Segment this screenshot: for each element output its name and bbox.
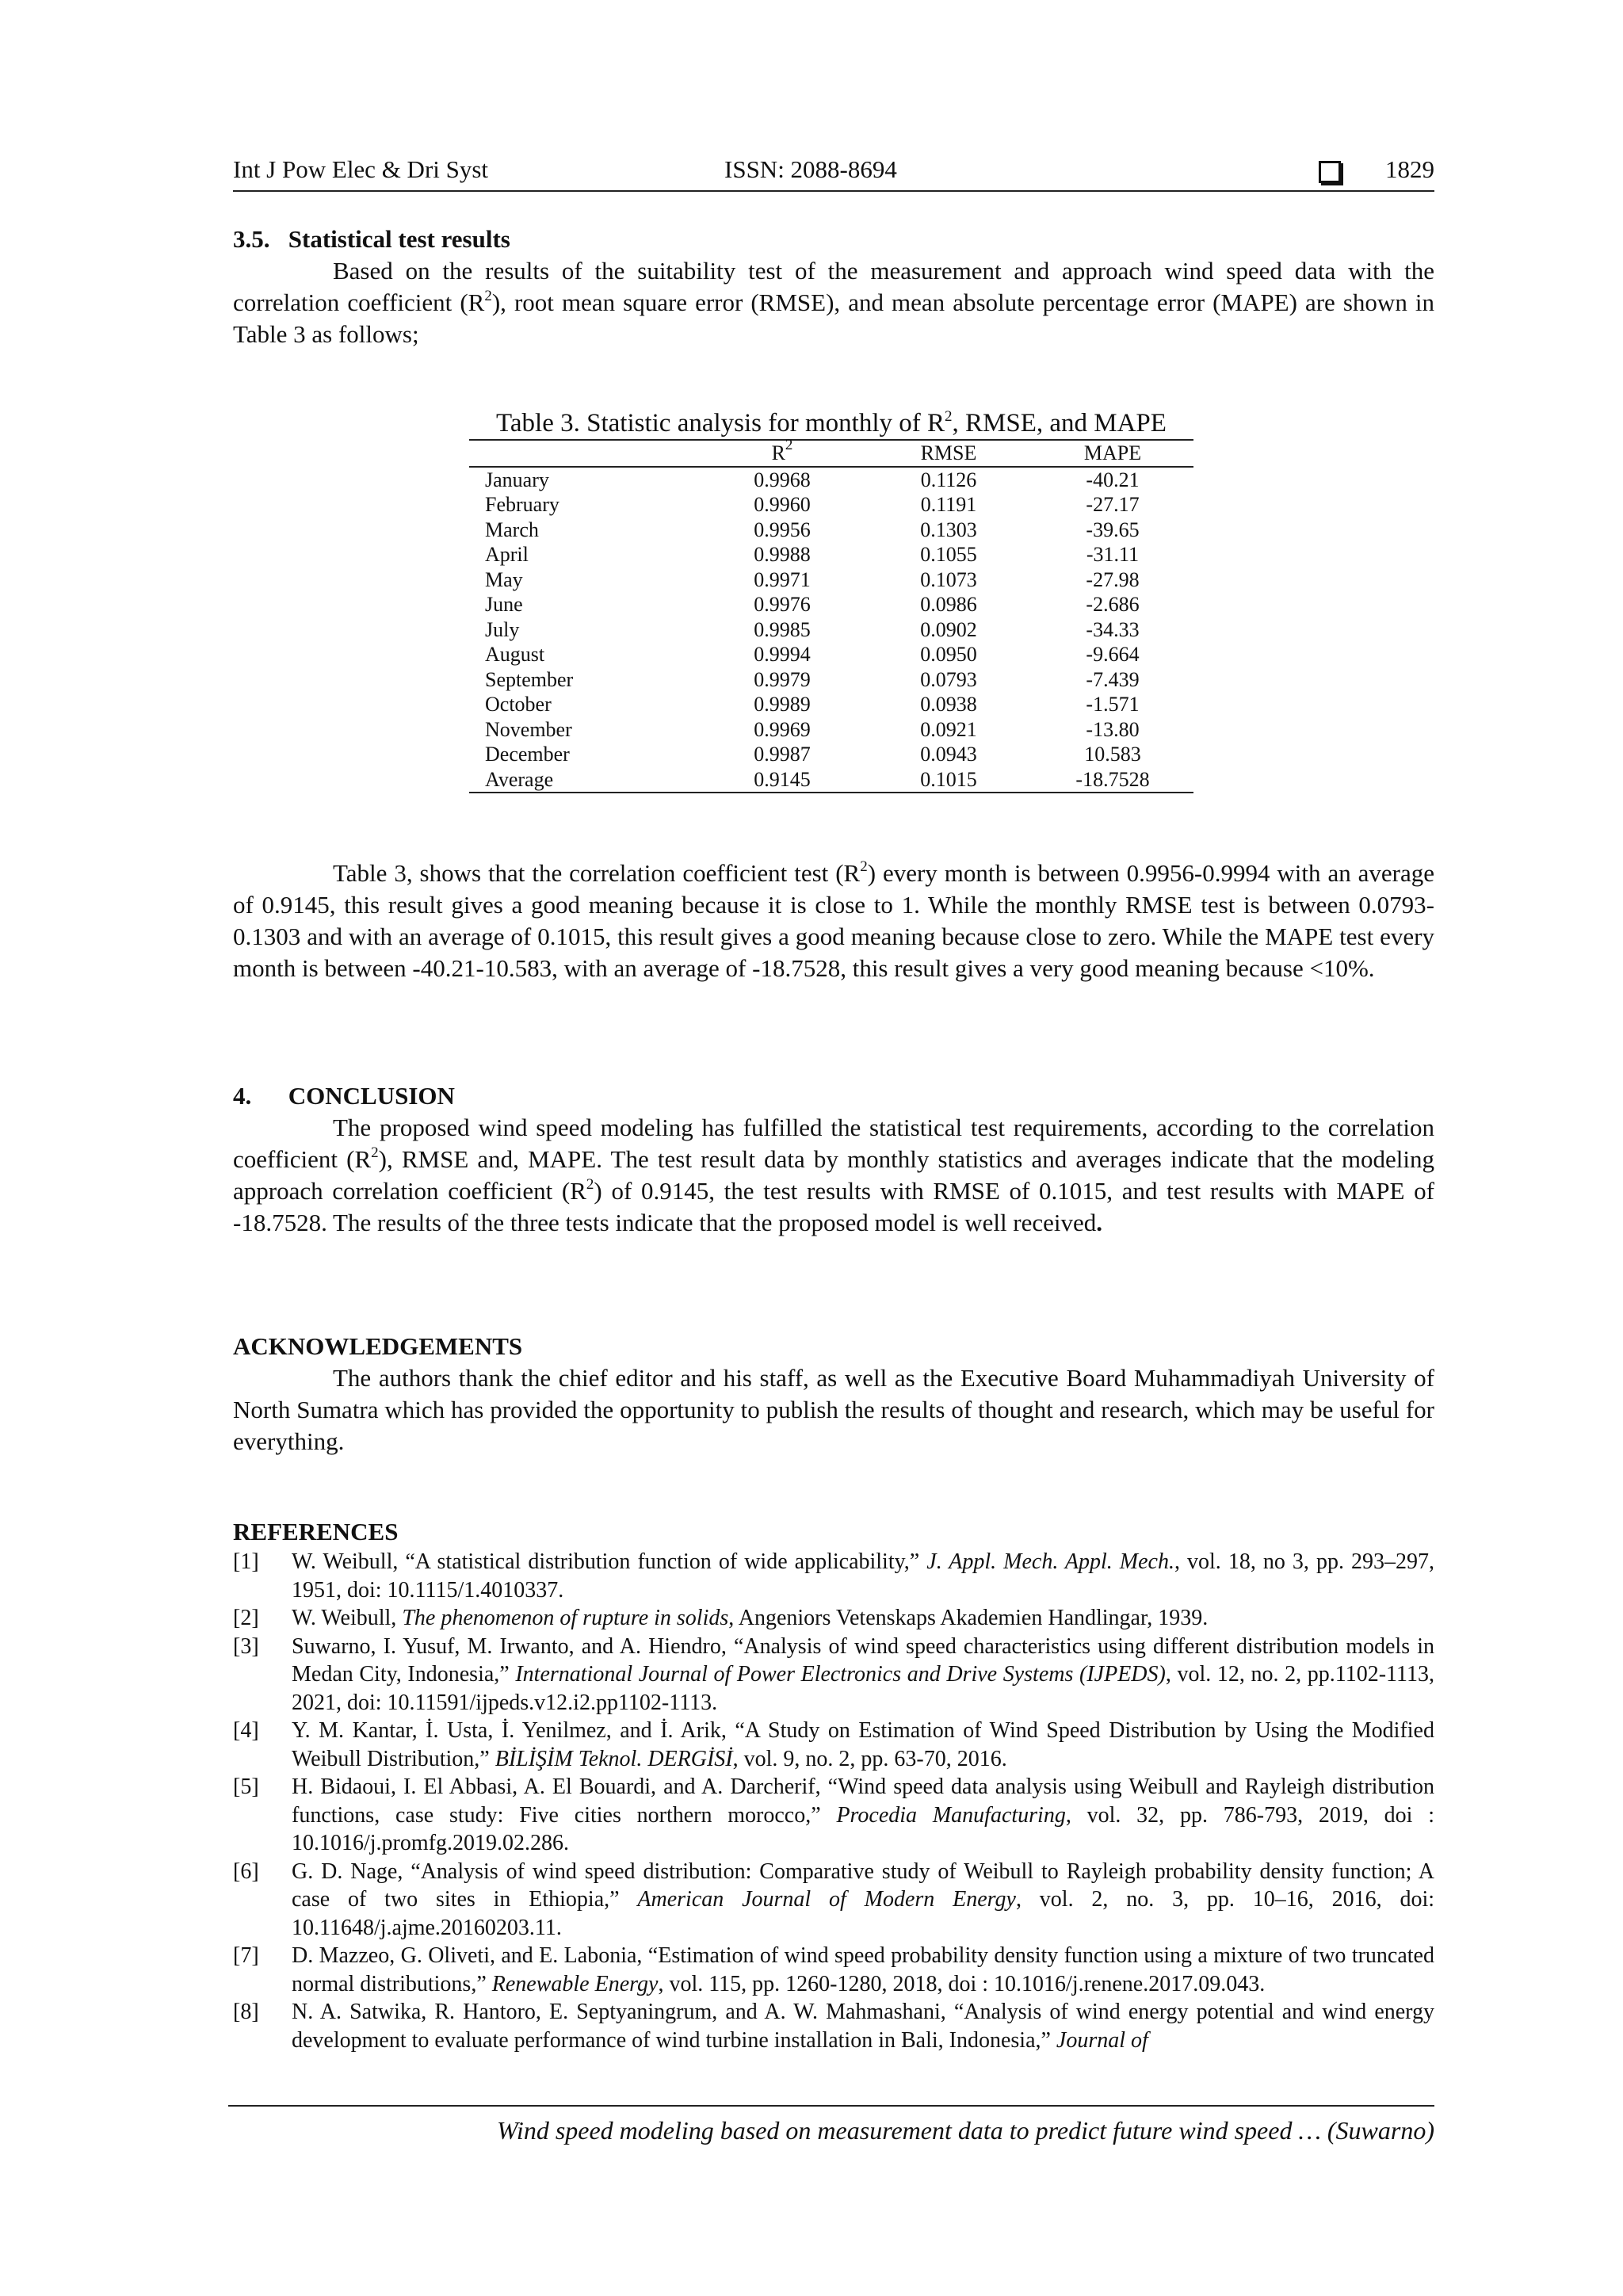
header-r2: [699, 437, 865, 467]
header-month: [469, 440, 699, 467]
text-run: , RMSE, and MAPE: [952, 409, 1167, 437]
cell-rmse: 0.1073: [920, 567, 977, 591]
reference-item: [233, 1998, 1434, 2054]
reference-text: [292, 1548, 1434, 1604]
text-run-italic: J. Appl. Mech. Appl. Mech.: [926, 1549, 1174, 1574]
table-3: [469, 407, 1193, 793]
cell-r2: 0.9960: [754, 493, 811, 516]
reference-number: [7]: [233, 1943, 259, 1968]
table-row: [469, 717, 1193, 743]
cell-month: August: [485, 643, 545, 666]
cell-rmse: 0.1015: [865, 767, 1032, 793]
cell-mape: -27.17: [1086, 493, 1140, 516]
running-header: [233, 155, 1434, 192]
text-run: W. Weibull, “A statistical distribution function of wide applicability,”: [292, 1549, 927, 1574]
table-body: [469, 467, 1193, 793]
reference-item: [233, 1717, 1434, 1773]
table-discussion: [233, 858, 1434, 984]
cell-rmse: 0.0943: [920, 743, 977, 766]
cell-month: November: [485, 717, 572, 741]
section-heading: 4. CONCLUSION: [233, 1082, 455, 1110]
section-heading: ACKNOWLEDGEMENTS: [233, 1332, 523, 1360]
text-run: H. Bidaoui, I. El Abbasi, A. El Bouardi, and A. Darcherif, “Wind speed data analysis using Weibull and Rayleigh distribution functions, case study: Five cities northern morocco,”: [292, 1775, 1434, 1828]
superscript: 2: [945, 408, 953, 425]
cell-month: May: [485, 567, 523, 591]
table-row: [469, 492, 1193, 518]
reference-number: [2]: [233, 1606, 259, 1630]
reference-text: [292, 1604, 1434, 1633]
cell-month: February: [485, 493, 559, 516]
text-run: W. Weibull,: [292, 1606, 403, 1630]
reference-list: [233, 1548, 1434, 2054]
cell-r2: 0.9969: [754, 717, 811, 741]
cell-mape: -9.664: [1086, 643, 1140, 666]
cell-month: April: [485, 543, 529, 566]
cell-rmse: 0.0793: [920, 667, 977, 691]
cell-month: June: [485, 593, 523, 616]
text-run: , vol. 12, no. 2, pp.1102-1113, 2021, doi: 10.11591/ijpeds.v12.i2.pp1102-1113.: [292, 1662, 1434, 1715]
text-run-italic: BİLİŞİM Teknol. DERGİSİ: [495, 1746, 733, 1771]
cell-r2: 0.9985: [754, 617, 811, 641]
cell-mape: -1.571: [1086, 693, 1140, 716]
superscript: 2: [586, 1176, 594, 1193]
table-caption: [469, 407, 1193, 439]
cell-r2: 0.9987: [754, 743, 811, 766]
reference-item: [233, 1633, 1434, 1717]
reference-item: [233, 1942, 1434, 1998]
page-number: 1829: [1385, 155, 1434, 183]
superscript: 2: [484, 288, 492, 304]
section-heading: REFERENCES: [233, 1518, 399, 1545]
text-run: D. Mazzeo, G. Oliveti, and E. Labonia, “Estimation of wind speed probability density function using a mixture of two truncated normal distributions,”: [292, 1943, 1434, 1996]
reference-text: [292, 1773, 1434, 1858]
table-row: [469, 567, 1193, 593]
reference-number: [5]: [233, 1775, 259, 1799]
reference-text: [292, 1998, 1434, 2054]
text-run-italic: Procedia Manufacturing: [836, 1802, 1066, 1828]
reference-item: [233, 1858, 1434, 1943]
reference-text: [292, 1633, 1434, 1717]
cell-r2: 0.9994: [754, 643, 811, 666]
cell-mape: -2.686: [1086, 593, 1140, 616]
cell-month: January: [485, 468, 549, 491]
cell-rmse: 0.1055: [920, 543, 977, 566]
reference-item: [233, 1604, 1434, 1633]
text-run: N. A. Satwika, R. Hantoro, E. Septyaningrum, and A. W. Mahmashani, “Analysis of wind energy potential and wind energy development to evaluate performance of wind turbine installation in Bali, Indonesia,”: [292, 2000, 1434, 2053]
cell-rmse: 0.0938: [920, 693, 977, 716]
reference-number: [8]: [233, 2000, 259, 2024]
cell-rmse: 0.0902: [920, 617, 977, 641]
statistics-table: [469, 439, 1193, 793]
table-row: [469, 667, 1193, 693]
text-run: ), root mean square error (RMSE), and mean absolute percentage error (MAPE) are shown in Table 3 as follows;: [233, 288, 1434, 348]
cell-month: September: [485, 667, 574, 691]
cell-mape: -18.7528: [1032, 767, 1193, 793]
text-run-italic: Journal of: [1056, 2027, 1148, 2053]
text-run: ), RMSE and, MAPE. The test result data by monthly statistics and averages indicate that the modeling approach correlation coefficient (R: [233, 1145, 1434, 1205]
cell-mape: -27.98: [1086, 567, 1140, 591]
cell-r2: 0.9968: [754, 468, 811, 491]
table-row: [469, 767, 1193, 793]
text-run: , vol. 2, no. 3, pp. 10–16, 2016, doi: 10.11648/j.ajme.20160203.11.: [292, 1887, 1434, 1940]
section-heading: 3.5. Statistical test results: [233, 225, 510, 253]
cell-r2: 0.9988: [754, 543, 811, 566]
running-footer: [228, 2105, 1434, 2146]
section-conclusion: [233, 1080, 1434, 1239]
cell-mape: -34.33: [1086, 617, 1140, 641]
text-run: , vol. 115, pp. 1260-1280, 2018, doi : 10.1016/j.renene.2017.09.043.: [658, 1971, 1266, 1996]
superscript: 2: [785, 437, 793, 453]
table-row: [469, 742, 1193, 767]
reference-number: [1]: [233, 1549, 259, 1574]
cell-r2: 0.9989: [754, 693, 811, 716]
text-run: Table 3, shows that the correlation coefficient test (R: [333, 859, 861, 887]
cell-mape: -7.439: [1086, 667, 1140, 691]
text-run: G. D. Nage, “Analysis of wind speed distribution: Comparative study of Weibull to Rayleigh probability density function; A case of two sites in Ethiopia,”: [292, 1859, 1434, 1912]
text-run-italic: International Journal of Power Electronics and Drive Systems (IJPEDS): [515, 1662, 1166, 1687]
table-row: [469, 692, 1193, 717]
cell-mape: -40.21: [1086, 468, 1140, 491]
superscript: 2: [860, 858, 868, 875]
cell-rmse: 0.1126: [920, 468, 977, 491]
reference-number: [3]: [233, 1633, 259, 1659]
cell-month: Average: [469, 767, 699, 793]
text-run: , vol. 9, no. 2, pp. 63-70, 2016.: [732, 1746, 1007, 1771]
reference-item: [233, 1548, 1434, 1604]
header-rmse: RMSE: [865, 440, 1032, 467]
text-run: , vol. 18, no 3, pp. 293–297, 1951, doi: 10.1115/1.4010337.: [292, 1549, 1435, 1603]
cell-mape: -39.65: [1086, 518, 1140, 541]
cell-month: March: [485, 518, 539, 541]
journal-name: Int J Pow Elec & Dri Syst: [233, 155, 489, 183]
cell-rmse: 0.0950: [920, 643, 977, 666]
cell-mape: -31.11: [1086, 543, 1140, 566]
table-row: [469, 518, 1193, 543]
table-row: [469, 467, 1193, 493]
text-run: .: [1096, 1209, 1103, 1236]
text-run: Suwarno, I. Yusuf, M. Irwanto, and A. Hiendro, “Analysis of wind speed characteristics using different distribution models in Medan City, Indonesia,”: [292, 1633, 1434, 1687]
reference-text: [292, 1717, 1434, 1773]
text-run-italic: Renewable Energy: [491, 1971, 659, 1996]
table-row: [469, 642, 1193, 667]
text-run: R: [771, 441, 785, 464]
text-run: Based on the results of the suitability test of the measurement and approach wind speed data with the correlation coefficient (R: [233, 257, 1434, 316]
cell-rmse: 0.0986: [920, 593, 977, 616]
text-run: , Angeniors Vetenskaps Akademien Handlingar, 1939.: [728, 1606, 1209, 1630]
footer-text: Wind speed modeling based on measurement data to predict future wind speed … (Suwarno): [497, 2116, 1434, 2145]
table-row: [469, 542, 1193, 567]
cell-r2: 0.9971: [754, 567, 811, 591]
reference-text: [292, 1858, 1434, 1943]
text-run: ) every month is between 0.9956-0.9994 with an average of 0.9145, this result gives a good meaning because it is close to 1. While the monthly RMSE test is between 0.0793-0.1303 and with an average of 0.1015, this result gives a good meaning because close to zero. While the MAPE test every month is between -40.21-10.583, with an average of -18.7528, this result gives a very good meaning because <10%.: [233, 859, 1434, 982]
reference-number: [4]: [233, 1718, 259, 1743]
conclusion-paragraph: [233, 1112, 1434, 1239]
reference-text: [292, 1942, 1434, 1998]
table-row: [469, 617, 1193, 643]
reference-item: [233, 1773, 1434, 1858]
text-run: Table 3. Statistic analysis for monthly of R: [496, 409, 945, 437]
cell-r2: 0.9976: [754, 593, 811, 616]
cell-r2: 0.9979: [754, 667, 811, 691]
text-run-italic: The phenomenon of rupture in solids: [402, 1606, 729, 1630]
text-run: , vol. 32, pp. 786-793, 2019, doi : 10.1016/j.promfg.2019.02.286.: [292, 1802, 1434, 1855]
header-mape: MAPE: [1032, 440, 1193, 467]
issn: ISSN: 2088-8694: [724, 155, 897, 183]
table-header-row: [469, 440, 1193, 467]
text-run-italic: American Journal of Modern Energy: [637, 1887, 1016, 1912]
cell-month: July: [485, 617, 520, 641]
text-run: Y. M. Kantar, İ. Usta, İ. Yenilmez, and İ. Arik, “A Study on Estimation of Wind Speed Distribution by Using the Modified Weibull Distribution,”: [292, 1718, 1434, 1771]
cell-rmse: 0.1303: [920, 518, 977, 541]
table-row: [469, 592, 1193, 617]
text-run: ) of 0.9145, the test results with RMSE of 0.1015, and test results with MAPE of -18.7528. The results of the three tests indicate that the proposed model is well received: [233, 1177, 1435, 1236]
cell-r2: 0.9956: [754, 518, 811, 541]
discussion-paragraph: [233, 858, 1434, 984]
checkbox-square-icon: [1319, 161, 1341, 183]
cell-rmse: 0.1191: [920, 493, 977, 516]
cell-r2: 0.9145: [699, 767, 865, 793]
superscript: 2: [371, 1144, 379, 1161]
section-paragraph: [233, 255, 1434, 350]
section-references: [233, 1516, 1434, 2054]
reference-number: [6]: [233, 1859, 259, 1884]
acknowledgements-paragraph: The authors thank the chief editor and his staff, as well as the Executive Board Muhammadiyah University of North Sumatra which has provided the opportunity to publish the results of thought and research, which may be useful for everything.: [233, 1364, 1434, 1455]
cell-month: October: [485, 693, 552, 716]
cell-mape: -13.80: [1086, 717, 1140, 741]
cell-rmse: 0.0921: [920, 717, 977, 741]
cell-month: December: [485, 743, 570, 766]
cell-mape: 10.583: [1084, 743, 1141, 766]
section-acknowledgements: [233, 1331, 1434, 1457]
text-run: The proposed wind speed modeling has fulfilled the statistical test requirements, according to the correlation coefficient (R: [233, 1114, 1434, 1173]
section-statistical-test-results: [233, 223, 1434, 350]
